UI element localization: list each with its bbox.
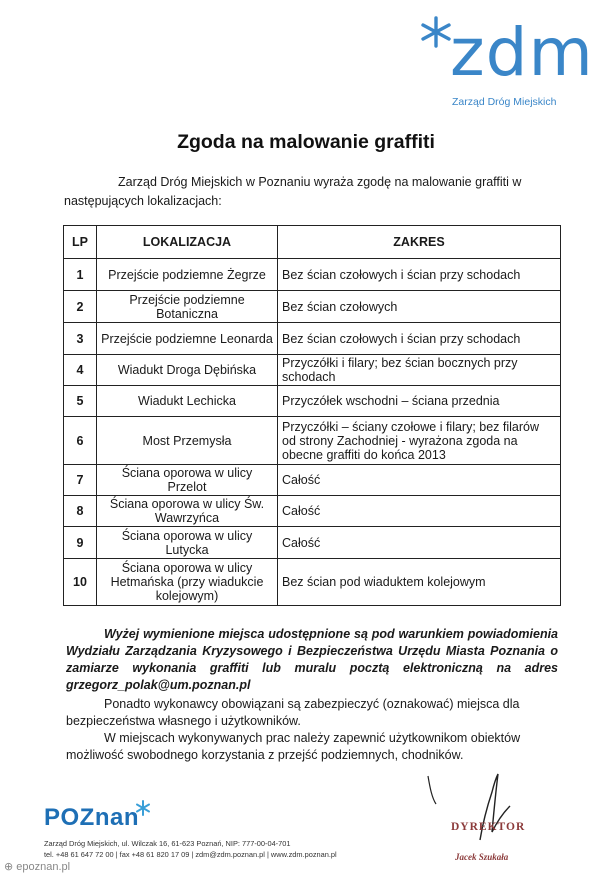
table-row — [64, 259, 561, 291]
cell-lokalizacja: Wiadukt Droga Dębińska — [97, 355, 278, 386]
cell-lokalizacja: Przejście podziemne Leonarda — [97, 323, 278, 355]
cell-lp: 9 — [64, 527, 97, 559]
table-row — [64, 559, 561, 606]
signature-name: Jacek Szukała — [455, 852, 509, 862]
cell-zakres: Całość — [278, 465, 561, 496]
cell-lp: 3 — [64, 323, 97, 355]
footer-address: Zarząd Dróg Miejskich, ul. Wilczak 16, 61-623 Poznań, NIP: 777-00-04-701 — [44, 839, 291, 848]
paragraph: W miejscach wykonywanych prac należy zapewnić użytkownikom obiektów możliwość swobodnego korzystania z przejść podziemnych, chodników. — [66, 731, 521, 762]
table-row — [64, 323, 561, 355]
cell-zakres: Przyczółki i filary; bez ścian bocznych przy schodach — [278, 355, 561, 386]
header-lp: LP — [64, 226, 97, 259]
cell-lp: 2 — [64, 291, 97, 323]
cell-zakres: Przyczółki – ściany czołowe i filary; bez filarów od strony Zachodniej - wyrażona zgoda na obecne graffiti do końca 2013 — [278, 417, 561, 465]
cell-lp: 6 — [64, 417, 97, 465]
cell-zakres: Bez ścian czołowych i ścian przy schodach — [278, 259, 561, 291]
cell-lokalizacja: Ściana oporowa w ulicy Przelot — [97, 465, 278, 496]
star-icon — [135, 800, 151, 816]
cell-lp: 8 — [64, 496, 97, 527]
cell-lokalizacja: Przejście podziemne Żegrze — [97, 259, 278, 291]
cell-lokalizacja: Wiadukt Lechicka — [97, 386, 278, 417]
logo-subtitle: Zarząd Dróg Miejskich — [452, 96, 557, 108]
cell-zakres: Bez ścian pod wiaduktem kolejowym — [278, 559, 561, 606]
header-lokalizacja: LOKALIZACJA — [97, 226, 278, 259]
cell-zakres: Bez ścian czołowych i ścian przy schodach — [278, 323, 561, 355]
cell-zakres: Całość — [278, 527, 561, 559]
poznan-logo: POZnan — [44, 804, 140, 831]
cell-lokalizacja: Most Przemysła — [97, 417, 278, 465]
table-row — [64, 291, 561, 323]
cell-zakres: Przyczółek wschodni – ściana przednia — [278, 386, 561, 417]
cell-lokalizacja: Ściana oporowa w ulicy Lutycka — [97, 527, 278, 559]
paragraph: Ponadto wykonawcy obowiązani są zabezpieczyć (oznakować) miejsca dla bezpieczeństwa własnego i użytkowników. — [66, 697, 520, 728]
cell-lp: 7 — [64, 465, 97, 496]
header-zakres: ZAKRES — [278, 226, 561, 259]
cell-lp: 1 — [64, 259, 97, 291]
asterisk-icon — [418, 14, 454, 50]
cell-lp: 5 — [64, 386, 97, 417]
cell-zakres: Całość — [278, 496, 561, 527]
zdm-logo — [418, 10, 594, 110]
signature-title: DYREKTOR — [451, 821, 526, 833]
notice-text: Wyżej wymienione miejsca udostępnione są pod warunkiem powiadomienia Wydziału Zarządzania Kryzysowego i Bezpieczeństwa Urzędu Miasta Poznania o zamiarze wykonania graffiti lub muralu pocztą elektroniczną na adres grzegorz_polak@um.poznan.pl — [66, 627, 558, 692]
watermark — [4, 860, 70, 873]
watermark-icon: ⊕ — [4, 861, 14, 873]
intro-text: Zarząd Dróg Miejskich w Poznaniu wyraża zgodę na malowanie graffiti w następujących lokalizacjach: — [64, 175, 522, 208]
watermark-text: epoznan.pl — [16, 861, 71, 873]
table-row — [64, 417, 561, 465]
table-row — [64, 496, 561, 527]
cell-lokalizacja: Przejście podziemne Botaniczna — [97, 291, 278, 323]
cell-lokalizacja: Ściana oporowa w ulicy Hetmańska (przy wiadukcie kolejowym) — [97, 559, 278, 606]
table-row — [64, 386, 561, 417]
table-row — [64, 355, 561, 386]
locations-table — [63, 225, 561, 606]
signature-scribble — [420, 770, 530, 860]
table-header-row — [64, 226, 561, 259]
cell-lp: 10 — [64, 559, 97, 606]
table-row — [64, 527, 561, 559]
cell-lokalizacja: Ściana oporowa w ulicy Św. Wawrzyńca — [97, 496, 278, 527]
logo-text: zdm — [450, 14, 594, 91]
cell-lp: 4 — [64, 355, 97, 386]
page-title: Zgoda na malowanie graffiti — [177, 131, 435, 153]
footer-contact: tel. +48 61 647 72 00 | fax +48 61 820 17 09 | zdm@zdm.poznan.pl | www.zdm.poznan.pl — [44, 850, 337, 859]
table-row — [64, 465, 561, 496]
cell-zakres: Bez ścian czołowych — [278, 291, 561, 323]
